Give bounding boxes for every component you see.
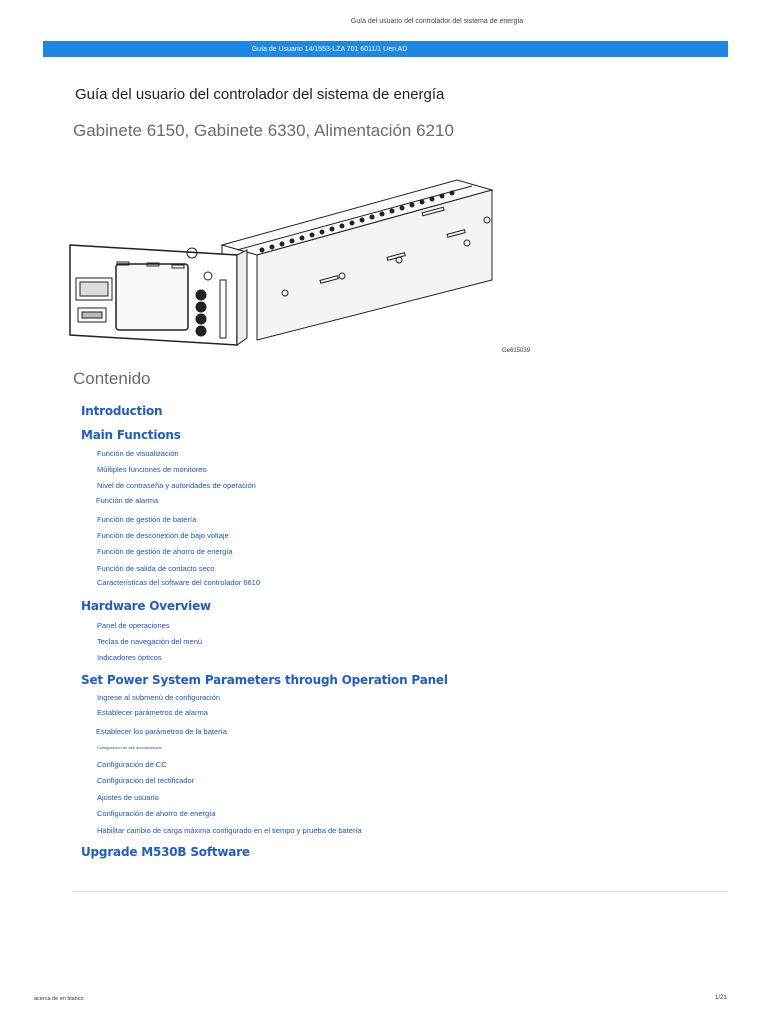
controller-device-illustration	[62, 160, 542, 360]
banner-text: Guía de Usuario 14/1553-LZA 701 6011/1 Uen AD	[251, 45, 408, 53]
toc-item[interactable]: Función de gestión de batería	[97, 515, 197, 524]
toc-item[interactable]: Establecer los parámetros de la batería	[96, 727, 227, 736]
toc-item[interactable]: Configuración del rectificador	[97, 776, 195, 785]
footer-source: acerca de en blanco	[34, 996, 84, 1002]
page-header-title: Guía del usuario del controlador del sistema de energía	[350, 18, 524, 25]
toc-item[interactable]: Función de alarma	[96, 496, 159, 505]
toc-item[interactable]: Establecer parámetros de alarma	[97, 708, 208, 717]
toc-item[interactable]: Indicadores ópticos	[97, 653, 162, 662]
toc-item[interactable]: Función de salida de contacto seco	[97, 564, 215, 573]
contents-heading: Contenido	[73, 369, 151, 388]
document-subtitle: Gabinete 6150, Gabinete 6330, Alimentación 6210	[73, 121, 454, 140]
toc-item[interactable]: Configuración de CC	[97, 760, 167, 769]
toc-item[interactable]: Ingrese al submenú de configuración	[97, 693, 220, 702]
toc-item[interactable]: Función de gestión de ahorro de energía	[97, 547, 233, 556]
toc-main-functions[interactable]: Main Functions	[81, 428, 181, 442]
toc-item[interactable]: Habilitar cambio de carga máxima configurado en el tiempo y prueba de batería	[97, 826, 362, 835]
toc-introduction[interactable]: Introduction	[81, 404, 163, 418]
toc-item[interactable]: Configuración de ahorro de energía	[97, 809, 216, 818]
toc-item[interactable]: Función de desconexión de bajo voltaje	[97, 531, 229, 540]
toc-item[interactable]: Nivel de contraseña y autoridades de operación	[97, 481, 256, 490]
document-banner	[43, 41, 728, 57]
toc-item[interactable]: Múltiples funciones de monitoreo	[97, 465, 207, 474]
toc-upgrade-software[interactable]: Upgrade M530B Software	[81, 845, 250, 859]
toc-item[interactable]: Ajustes de usuario	[97, 793, 159, 802]
section-divider	[72, 891, 728, 892]
toc-item[interactable]: Función de visualización	[97, 449, 179, 458]
figure-code: Ge615039	[502, 348, 531, 354]
toc-item[interactable]: Teclas de navegación del menú	[97, 637, 203, 646]
toc-item[interactable]: Características del software del controlador 6610	[97, 578, 261, 587]
toc-hardware-overview[interactable]: Hardware Overview	[81, 599, 211, 613]
page-number: 1/21	[715, 995, 727, 1001]
toc-item[interactable]: Configuración de aire acondicionado	[97, 745, 162, 750]
document-title: Guía del usuario del controlador del sistema de energía	[75, 86, 445, 103]
toc-item[interactable]: Panel de operaciones	[97, 621, 170, 630]
toc-set-parameters[interactable]: Set Power System Parameters through Operation Panel	[81, 673, 448, 687]
